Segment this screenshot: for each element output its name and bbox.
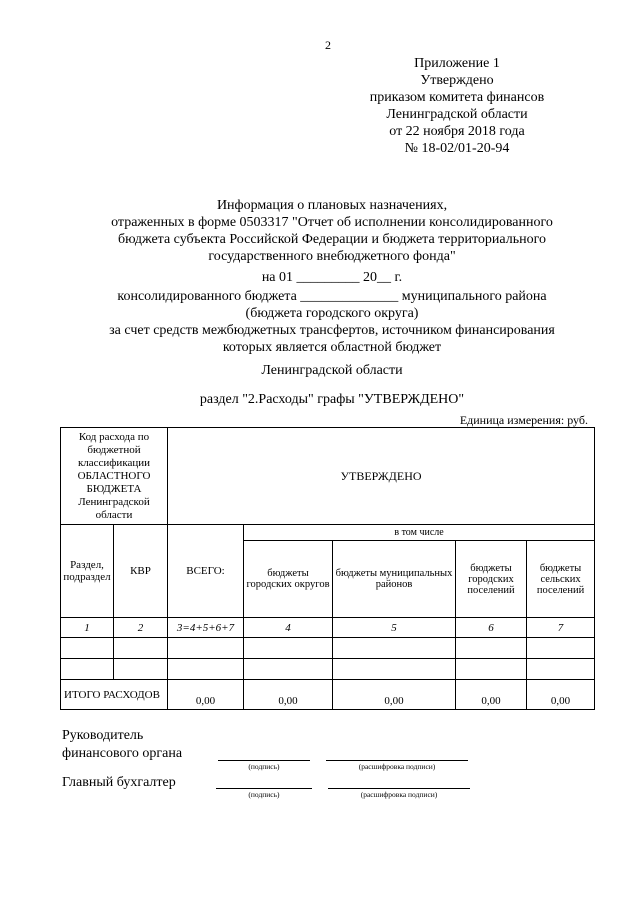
total-value: 0,00 <box>527 680 595 710</box>
decode-caption: (расшифровка подписи) <box>360 790 438 799</box>
table-cell[interactable] <box>333 659 456 680</box>
table-cell[interactable] <box>114 638 168 659</box>
title-line: раздел "2.Расходы" графы "УТВЕРЖДЕНО" <box>199 392 465 407</box>
column-number: 5 <box>333 618 456 638</box>
signature-caption: (подпись) <box>248 790 280 799</box>
title-line: которых является областной бюджет <box>222 340 442 355</box>
column-number: 4 <box>244 618 333 638</box>
total-value: 0,00 <box>244 680 333 710</box>
accountant-label: Главный бухгалтер <box>62 775 176 790</box>
table-row <box>61 638 595 659</box>
column-number: 3=4+5+6+7 <box>168 618 244 638</box>
approval-block <box>362 55 552 157</box>
page-number: 2 <box>325 38 331 52</box>
accountant-signature-line[interactable] <box>216 788 312 789</box>
title-line: бюджета субъекта Российской Федерации и бюджета территориального <box>117 232 547 247</box>
signature-caption: (подпись) <box>248 762 280 771</box>
title-line: Ленинградской области <box>261 363 403 378</box>
approved-header: УТВЕРЖДЕНО <box>168 428 595 525</box>
head-signature-line[interactable] <box>218 760 310 761</box>
table-row <box>61 659 595 680</box>
title-line: государственного внебюджетного фонда" <box>208 249 456 264</box>
total-value: 0,00 <box>168 680 244 710</box>
title-line: на 01 _________ 20__ г. <box>261 270 403 285</box>
table-cell[interactable] <box>244 638 333 659</box>
total-label: ИТОГО РАСХОДОВ <box>61 680 168 710</box>
column-number: 6 <box>456 618 527 638</box>
total-row <box>61 680 595 710</box>
column-header: КВР <box>114 525 168 618</box>
column-header: бюджеты муниципальных районов <box>333 541 456 618</box>
table-cell[interactable] <box>527 659 595 680</box>
title-line: отраженных в форме 0503317 "Отчет об исполнении консолидированного <box>111 215 553 230</box>
document-title <box>60 197 604 408</box>
budget-table <box>60 427 595 710</box>
column-header: бюджеты городских округов <box>244 541 333 618</box>
table-cell[interactable] <box>168 638 244 659</box>
appendix-line: от 22 ноября 2018 года <box>389 124 525 139</box>
column-number: 2 <box>114 618 168 638</box>
table-cell[interactable] <box>333 638 456 659</box>
total-value: 0,00 <box>456 680 527 710</box>
accountant-decode-line[interactable] <box>328 788 470 789</box>
table-cell[interactable] <box>61 638 114 659</box>
table-cell[interactable] <box>456 638 527 659</box>
head-label-line2: финансового органа <box>62 746 183 761</box>
column-number: 7 <box>527 618 595 638</box>
appendix-line: Приложение 1 <box>414 56 500 71</box>
column-header: бюджеты сельских поселений <box>527 541 595 618</box>
table-cell[interactable] <box>114 659 168 680</box>
code-header: Код расхода по бюджетной классификации ОБЛАСТНОГО БЮДЖЕТА Ленинградской области <box>61 428 168 525</box>
appendix-line: № 18-02/01-20-94 <box>404 141 510 156</box>
table-cell[interactable] <box>456 659 527 680</box>
title-line: консолидированного бюджета ______________ муниципального района <box>117 289 547 304</box>
column-header: бюджеты городских поселений <box>456 541 527 618</box>
decode-caption: (расшифровка подписи) <box>358 762 436 771</box>
table-cell[interactable] <box>168 659 244 680</box>
including-header: в том числе <box>244 525 595 541</box>
column-header: ВСЕГО: <box>168 525 244 618</box>
title-line: (бюджета городского округа) <box>245 306 419 321</box>
appendix-line: приказом комитета финансов <box>369 90 545 105</box>
title-line: Информация о плановых назначениях, <box>216 198 448 213</box>
table-cell[interactable] <box>527 638 595 659</box>
appendix-line: Утверждено <box>420 73 494 88</box>
head-label-line1: Руководитель <box>62 728 144 743</box>
column-header: Раздел, подраздел <box>61 525 114 618</box>
table-cell[interactable] <box>61 659 114 680</box>
title-line: за счет средств межбюджетных трансфертов, источником финансирования <box>109 323 555 338</box>
table-cell[interactable] <box>244 659 333 680</box>
column-number: 1 <box>61 618 114 638</box>
total-value: 0,00 <box>333 680 456 710</box>
appendix-line: Ленинградской области <box>386 107 528 122</box>
head-decode-line[interactable] <box>326 760 468 761</box>
units-label: Единица измерения: руб. <box>459 413 588 427</box>
